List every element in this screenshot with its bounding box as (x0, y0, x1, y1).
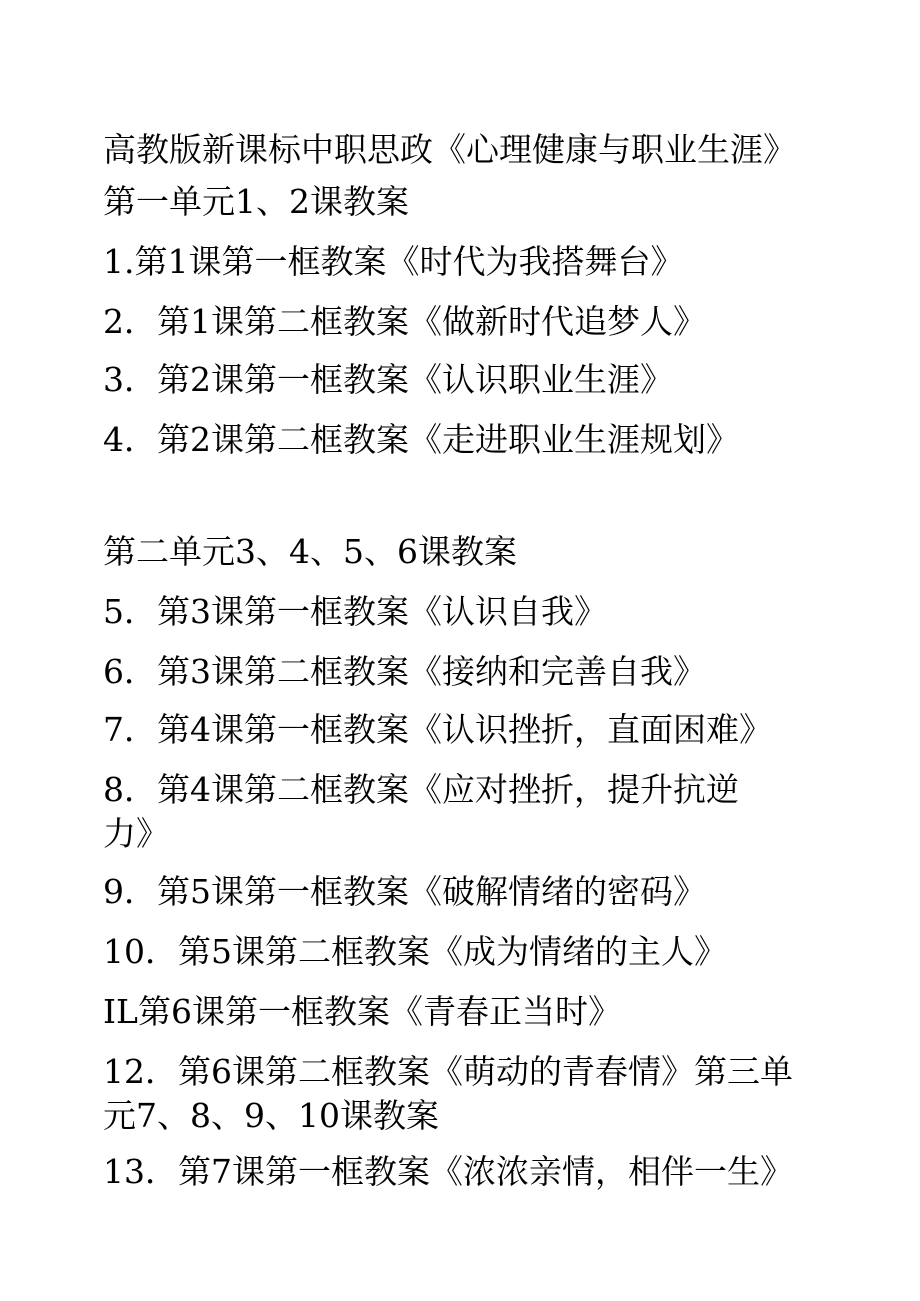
list-item: 9．第5课第一框教案《破解情绪的密码》 (103, 872, 706, 911)
list-item: 12．第6课第二框教案《萌动的青春情》第三单元7、8、9、10课教案 (103, 1052, 793, 1135)
document-title: 高教版新课标中职思政《心理健康与职业生涯》 (103, 130, 796, 169)
unit-heading-2: 第二单元3、4、5、6课教案 (103, 532, 517, 571)
list-item: 8．第4课第二框教案《应对挫折，提升抗逆力》 (103, 770, 739, 853)
list-item: 1.第1课第一框教案《时代为我搭舞台》 (103, 242, 684, 281)
list-item: 4．第2课第二框教案《走进职业生涯规划》 (103, 420, 739, 459)
list-item: 7．第4课第一框教案《认识挫折，直面困难》 (103, 710, 772, 749)
unit-heading-1: 第一单元1、2课教案 (103, 182, 409, 221)
list-item: 2．第1课第二框教案《做新时代追梦人》 (103, 302, 706, 341)
list-item: 6．第3课第二框教案《接纳和完善自我》 (103, 652, 706, 691)
list-item: 3．第2课第一框教案《认识职业生涯》 (103, 360, 673, 399)
list-item: 5．第3课第一框教案《认识自我》 (103, 592, 607, 631)
list-item: 13．第7课第一框教案《浓浓亲情，相伴一生》 (103, 1152, 793, 1191)
list-item: 10．第5课第二框教案《成为情绪的主人》 (103, 932, 727, 971)
list-item: IL第6课第一框教案《青春正当时》 (103, 992, 621, 1031)
